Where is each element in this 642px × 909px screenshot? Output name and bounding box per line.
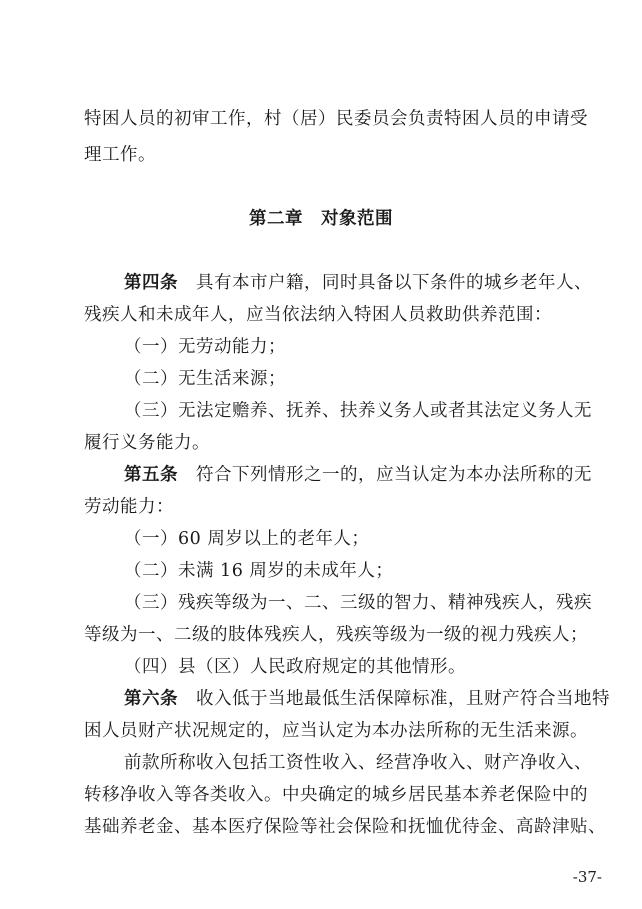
list-item: （三）无法定赡养、抚养、扶养义务人或者其法定义务人无 [124,401,592,421]
list-item: （二）无生活来源； [124,369,286,389]
article-4-line [124,272,592,294]
article-5-label: 第五条 [124,465,178,485]
article-6-label: 第六条 [124,689,178,709]
paragraph-line: 前款所称收入包括工资性收入、经营净收入、财产净收入、 [124,753,592,773]
article-6-text: 收入低于当地最低生活保障标准，且财产符合当地特 [196,689,610,709]
article-4-label: 第四条 [124,273,178,293]
list-item: （一）60 周岁以上的老年人； [124,529,370,549]
article-5-line [124,464,592,486]
chapter-heading: 第二章 对象范围 [249,209,393,229]
paragraph-line: 转移净收入等各类收入。中央确定的城乡居民基本养老保险中的 [84,785,588,805]
list-item: （二）未满 16 周岁的未成年人； [124,561,394,581]
paragraph-line: 劳动能力： [84,497,174,517]
paragraph-line: 履行义务能力。 [84,433,210,453]
list-item: （一）无劳动能力； [124,337,286,357]
list-item: （四）县（区）人民政府规定的其他情形。 [124,657,466,677]
article-6-line [124,688,610,710]
article-5-text: 符合下列情形之一的，应当认定为本办法所称的无 [196,465,592,485]
paragraph-line: 困人员财产状况规定的，应当认定为本办法所称的无生活来源。 [84,721,588,741]
paragraph-line: 特困人员的初审工作，村（居）民委员会负责特困人员的申请受 [84,109,588,129]
paragraph-line: 残疾人和未成年人，应当依法纳入特困人员救助供养范围： [84,305,552,325]
paragraph-line: 理工作。 [84,145,156,165]
article-4-text: 具有本市户籍，同时具备以下条件的城乡老年人、 [196,273,592,293]
paragraph-line: 等级为一、二级的肢体残疾人，残疾等级为一级的视力残疾人； [84,625,588,645]
paragraph-line: 基础养老金、基本医疗保险等社会保险和抚恤优待金、高龄津贴、 [84,817,606,837]
list-item: （三）残疾等级为一、二、三级的智力、精神残疾人，残疾 [124,593,592,613]
page-number: -37- [572,868,602,886]
